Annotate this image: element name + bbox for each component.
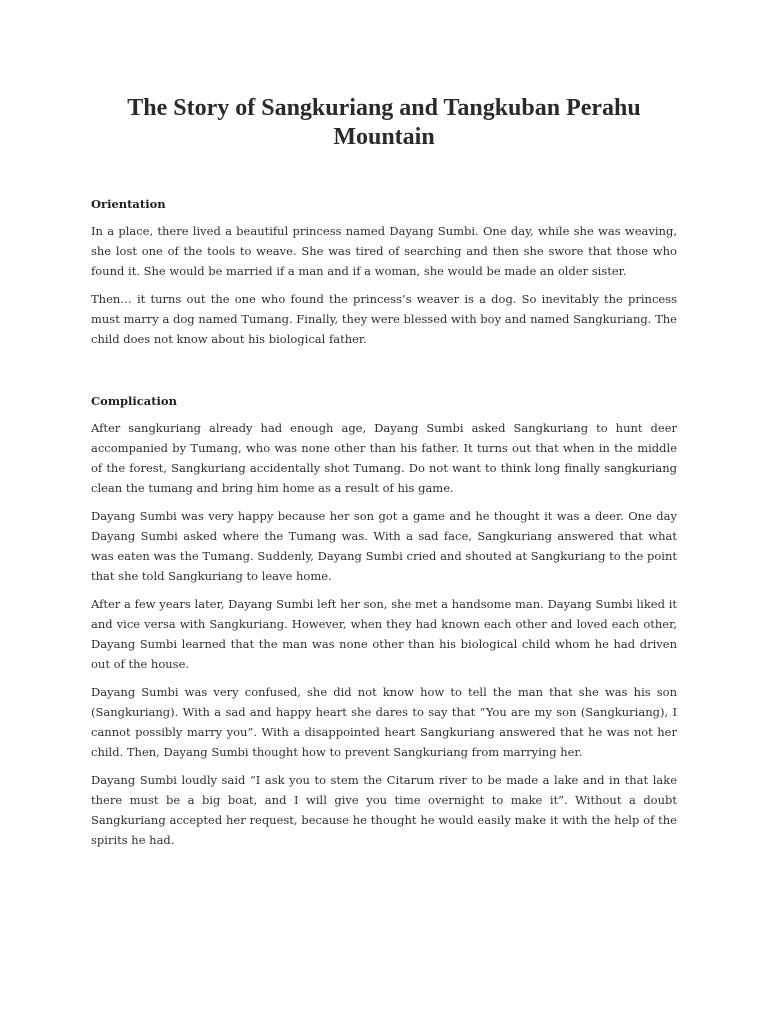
orientation-paragraph-1: In a place, there lived a beautiful princess named Dayang Sumbi. One day, while she was weaving, she lost one of the tools to weave. She was tired of searching and then she swore that those who found it. She would be married if a man and if a woman, she would be made an older sister. (91, 224, 677, 278)
complication-paragraph-2: Dayang Sumbi was very happy because her son got a game and he thought it was a deer. One day Dayang Sumbi asked where the Tumang was. With a sad face, Sangkuriang answered that what was eaten was the Tumang. Suddenly, Dayang Sumbi cried and shouted at Sangkuriang to the point that she told Sangkuriang to leave home. (91, 509, 677, 583)
section-heading-complication: Complication (91, 394, 177, 408)
complication-paragraph-1: After sangkuriang already had enough age, Dayang Sumbi asked Sangkuriang to hunt deer accompanied by Tumang, who was none other than his father. It turns out that when in the middle of the forest, Sangkuriang accidentally shot Tumang. Do not want to think long finally sangkuriang clean the tumang and bring him home as a result of his game. (91, 421, 677, 495)
orientation-paragraph-2: Then… it turns out the one who found the princess’s weaver is a dog. So inevitably the princess must marry a dog named Tumang. Finally, they were blessed with boy and named Sangkuriang. The child does not know about his biological father. (91, 292, 677, 346)
document-page (91, 94, 677, 850)
complication-paragraph-4: Dayang Sumbi was very confused, she did not know how to tell the man that she was his son (Sangkuriang). With a sad and happy heart she dares to say that “You are my son (Sangkuriang), I cannot possibly marry you”. With a disappointed heart Sangkuriang answered that he was not her child. Then, Dayang Sumbi thought how to prevent Sangkuriang from marrying her. (91, 685, 677, 759)
section-heading-orientation: Orientation (91, 197, 166, 211)
complication-paragraph-5: Dayang Sumbi loudly said “I ask you to stem the Citarum river to be made a lake and in that lake there must be a big boat, and I will give you time overnight to make it”. Without a doubt Sangkuriang accepted her request, because he thought he would easily make it with the help of the spirits he had. (91, 773, 677, 847)
document-title: The Story of Sangkuriang and Tangkuban Perahu Mountain (127, 95, 641, 150)
complication-paragraph-3: After a few years later, Dayang Sumbi left her son, she met a handsome man. Dayang Sumbi liked it and vice versa with Sangkuriang. However, when they had known each other and loved each other, Dayang Sumbi learned that the man was none other than his biological child whom he had driven out of the house. (91, 597, 677, 671)
